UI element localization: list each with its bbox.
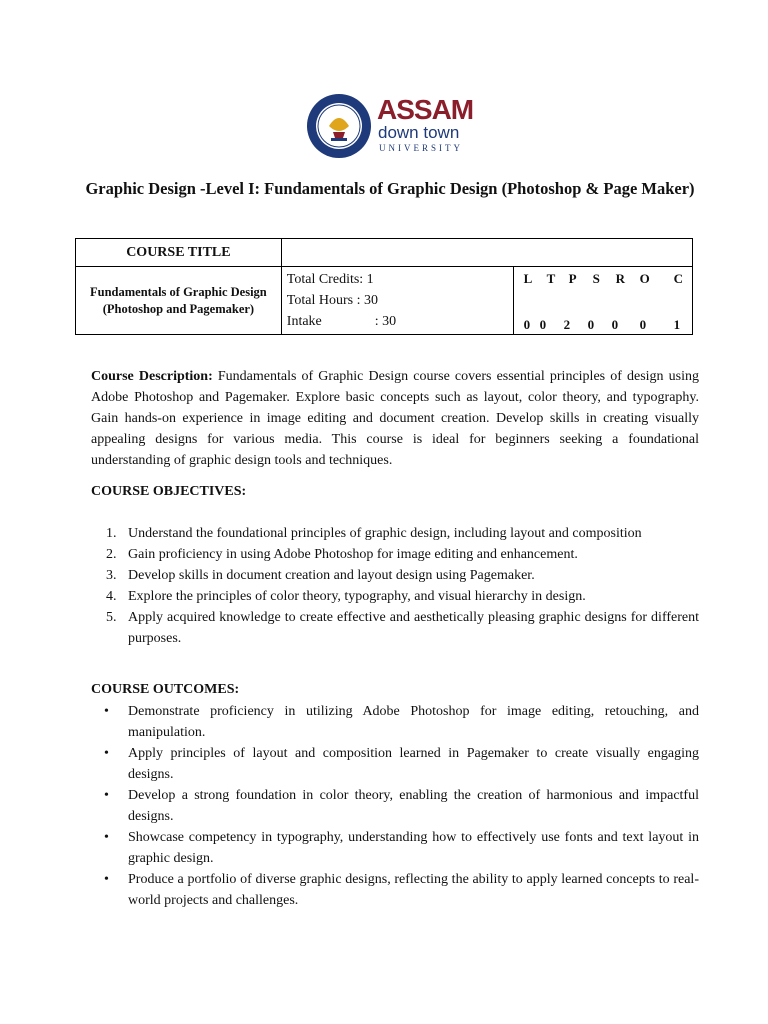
bullet-icon: •: [104, 704, 109, 719]
ltp-header-t: T: [546, 271, 556, 286]
intake-row: [287, 311, 508, 332]
course-title-value-cell: [281, 239, 692, 267]
outcome-text: Showcase competency in typography, understanding how to effectively use fonts and text layout in graphic design.: [128, 830, 699, 866]
objective-item: [91, 565, 699, 586]
objective-text: Understand the foundational principles of graphic design, including layout and composition: [128, 526, 642, 541]
course-info-table: [75, 238, 693, 335]
wordmark-assam: ASSAM: [377, 94, 474, 125]
university-seal-icon: [305, 92, 373, 160]
outcome-item: [91, 743, 699, 785]
bullet-icon: •: [104, 788, 109, 803]
wordmark-university: UNIVERSITY: [379, 143, 463, 153]
course-description: [91, 366, 699, 471]
bullet-icon: •: [104, 746, 109, 761]
objective-item: [91, 544, 699, 565]
ltp-header-r: R: [615, 271, 626, 286]
objective-text: Gain proficiency in using Adobe Photoshop for image editing and enhancement.: [128, 547, 578, 562]
outcome-item: [91, 827, 699, 869]
wordmark-down-town: down town: [378, 123, 460, 142]
university-logo: [305, 92, 475, 162]
ltp-header-p: P: [568, 271, 577, 286]
ltp-header-l: L: [523, 271, 533, 286]
ltp-value-r: 0: [611, 317, 619, 332]
ltpsroc-cell: [513, 267, 692, 335]
course-title-label: COURSE TITLE: [76, 239, 282, 267]
total-hours: Total Hours : 30: [286, 293, 378, 308]
credits-cell: [281, 267, 513, 335]
ltp-value-l: 0: [523, 317, 531, 332]
outcome-text: Demonstrate proficiency in utilizing Adobe Photoshop for image editing, retouching, and manipulation.: [128, 704, 699, 740]
objective-text: Develop skills in document creation and layout design using Pagemaker.: [128, 568, 535, 583]
objective-text: Apply acquired knowledge to create effective and aesthetically pleasing graphic designs for different purposes.: [128, 610, 699, 646]
university-wordmark: [377, 96, 477, 156]
outcome-item: [91, 785, 699, 827]
bullet-icon: •: [104, 830, 109, 845]
ltp-header-s: S: [592, 271, 600, 286]
course-name-line2: (Photoshop and Pagemaker): [102, 301, 255, 316]
outcome-text: Produce a portfolio of diverse graphic designs, reflecting the ability to apply learned concepts to real-world projects and challenges.: [128, 872, 699, 908]
objective-number: 1.: [106, 526, 117, 541]
ltp-header-c: C: [673, 271, 684, 286]
ltp-value-o: 0: [639, 317, 647, 332]
objective-text: Explore the principles of color theory, typography, and visual hierarchy in design.: [128, 589, 586, 604]
ltp-header-o: O: [639, 271, 650, 286]
intake-label: Intake: [286, 314, 322, 329]
course-description-label: Course Description:: [91, 369, 213, 384]
total-credits: Total Credits: 1: [286, 272, 374, 287]
objectives-heading: COURSE OBJECTIVES:: [91, 484, 247, 499]
objective-number: 5.: [106, 610, 117, 625]
outcomes-list: [91, 701, 699, 911]
outcome-text: Develop a strong foundation in color theory, enabling the creation of harmonious and impactful designs.: [128, 788, 699, 824]
objective-item: [91, 523, 699, 544]
objectives-list: [91, 523, 699, 649]
bullet-icon: •: [104, 872, 109, 887]
ltp-value-s: 0: [587, 317, 595, 332]
course-description-text: Fundamentals of Graphic Design course covers essential principles of design using Adobe Photoshop and Pagemaker. Explore basic concepts such as layout, color theory, and typography. Gain hands-on experience in image editing and document creation. Develop skills in creating visually appealing designs for various media. This course is ideal for beginners seeking a foundational understanding of graphic design tools and techniques.: [91, 369, 699, 468]
objective-number: 3.: [106, 568, 117, 583]
ltp-value-t: 0: [539, 317, 547, 332]
objective-item: [91, 607, 699, 649]
objective-number: 2.: [106, 547, 117, 562]
outcomes-heading: COURSE OUTCOMES:: [91, 682, 240, 697]
objective-item: [91, 586, 699, 607]
course-name-line1: Fundamentals of Graphic Design: [90, 284, 267, 299]
outcome-text: Apply principles of layout and composition learned in Pagemaker to create visually engaging designs.: [128, 746, 699, 782]
ltpsroc-grid: [514, 267, 692, 333]
ltp-value-p: 2: [563, 317, 571, 332]
objective-number: 4.: [106, 589, 117, 604]
outcome-item: [91, 869, 699, 911]
document-title: Graphic Design -Level I: Fundamentals of Graphic Design (Photoshop & Page Maker): [85, 179, 695, 198]
ltp-value-c: 1: [673, 317, 681, 332]
intake-value: : 30: [374, 314, 397, 329]
course-name-cell: [76, 267, 282, 335]
outcome-item: [91, 701, 699, 743]
